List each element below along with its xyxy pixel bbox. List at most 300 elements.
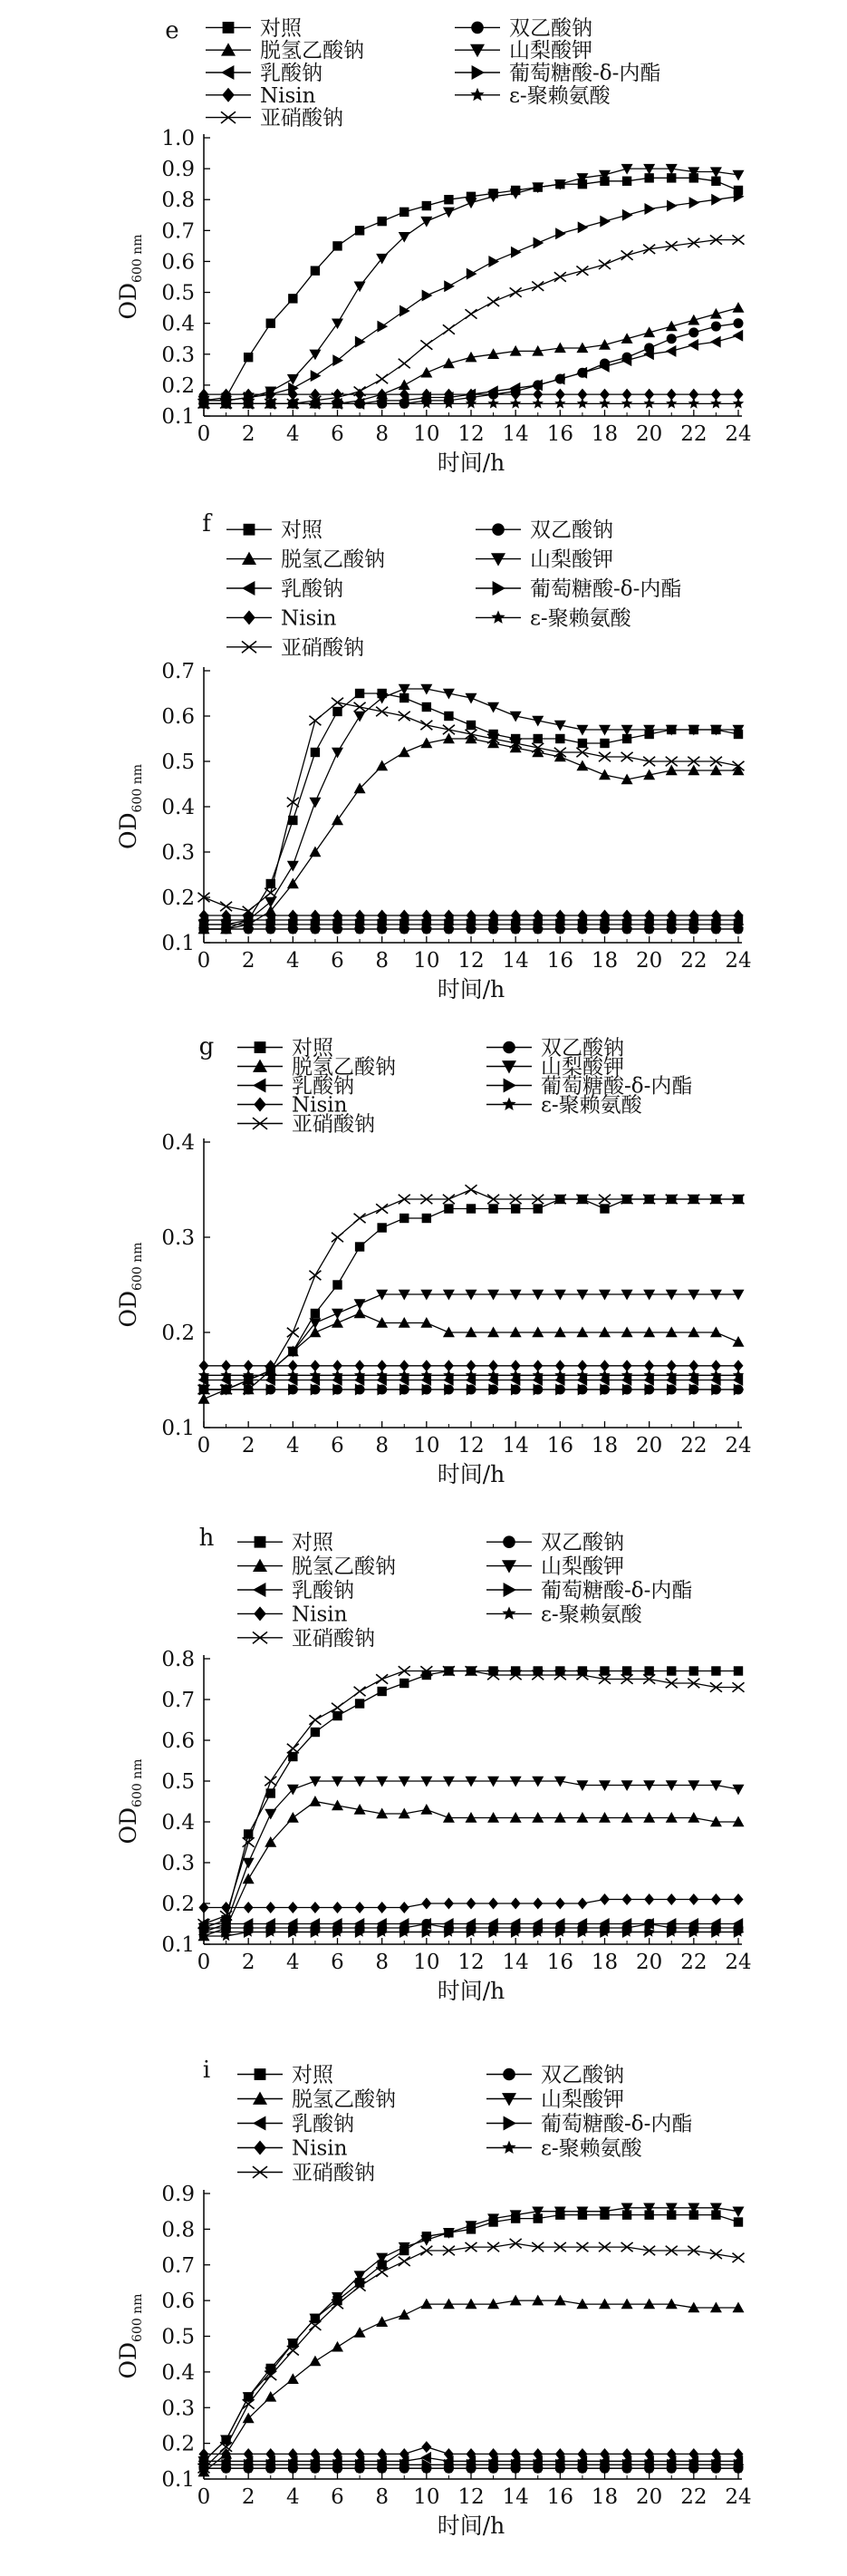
data-point bbox=[444, 1204, 453, 1213]
y-tick-label: 0.3 bbox=[161, 2397, 195, 2421]
data-point bbox=[466, 1185, 477, 1194]
data-point bbox=[309, 798, 321, 809]
series-sorbate bbox=[198, 164, 745, 407]
legend-label: 葡萄糖酸-δ-内酯 bbox=[530, 577, 682, 601]
data-point bbox=[666, 398, 677, 409]
data-point bbox=[511, 247, 522, 258]
data-point bbox=[288, 294, 297, 303]
y-tick-label: 0.4 bbox=[161, 2360, 195, 2385]
x-tick-label: 4 bbox=[286, 1434, 300, 1457]
data-point bbox=[420, 217, 432, 228]
data-point bbox=[265, 1902, 275, 1913]
legend-marker bbox=[502, 1060, 516, 1073]
data-point bbox=[599, 770, 611, 780]
data-point bbox=[733, 302, 745, 313]
data-point bbox=[643, 164, 655, 175]
legend-label: 双乙酸钠 bbox=[541, 2063, 624, 2087]
data-point bbox=[644, 173, 653, 182]
data-point bbox=[599, 2299, 611, 2310]
x-tick-label: 24 bbox=[725, 2485, 752, 2509]
y-tick-label: 0.6 bbox=[161, 705, 195, 729]
legend-marker bbox=[491, 610, 505, 624]
data-point bbox=[532, 282, 544, 291]
legend-marker bbox=[253, 2092, 267, 2105]
data-point bbox=[287, 1744, 299, 1753]
series-dha bbox=[198, 1796, 745, 1941]
legend-label: 乳酸钠 bbox=[281, 577, 343, 601]
data-point bbox=[422, 702, 431, 712]
x-tick-label: 4 bbox=[286, 1951, 300, 1974]
data-point bbox=[466, 309, 477, 318]
data-point bbox=[555, 1898, 565, 1910]
data-point bbox=[733, 1893, 743, 1905]
x-tick-label: 6 bbox=[331, 422, 344, 446]
data-point bbox=[309, 1271, 321, 1280]
y-tick-label: 0.3 bbox=[161, 1226, 195, 1250]
x-tick-label: 0 bbox=[197, 949, 211, 973]
data-point bbox=[710, 398, 721, 409]
data-point bbox=[444, 195, 453, 204]
legend-label: ε-聚赖氨酸 bbox=[541, 1603, 642, 1627]
data-point bbox=[420, 2299, 432, 2310]
legend-label: 葡萄糖酸-δ-内酯 bbox=[541, 1579, 693, 1603]
data-point bbox=[311, 1728, 320, 1737]
data-point bbox=[599, 260, 611, 269]
data-point bbox=[666, 345, 677, 357]
legend-marker bbox=[221, 65, 234, 80]
legend-label: 脱氢乙酸钠 bbox=[292, 2087, 396, 2112]
legend-item-control bbox=[226, 518, 323, 542]
x-tick-label: 8 bbox=[375, 2485, 389, 2509]
data-point bbox=[622, 209, 633, 221]
data-point bbox=[421, 1898, 431, 1910]
legend-item-lactate bbox=[237, 1579, 354, 1603]
data-point bbox=[332, 1309, 343, 1320]
x-tick-label: 12 bbox=[457, 2485, 485, 2509]
data-point bbox=[734, 2217, 743, 2226]
data-point bbox=[689, 197, 700, 208]
y-axis-label: $OD_{600 nm}$ bbox=[115, 2293, 145, 2379]
legend-label: 乳酸钠 bbox=[292, 2112, 354, 2136]
legend-label: Nisin bbox=[292, 2136, 348, 2161]
data-point bbox=[488, 1204, 497, 1213]
data-point bbox=[355, 336, 366, 348]
x-axis-label: 时间/h bbox=[437, 450, 505, 476]
x-tick-label: 14 bbox=[502, 422, 529, 446]
legend-item-dha bbox=[226, 548, 385, 572]
data-point bbox=[376, 707, 388, 716]
data-point bbox=[266, 318, 275, 327]
legend-label: 亚硝酸钠 bbox=[260, 106, 343, 131]
x-tick-label: 4 bbox=[286, 2485, 300, 2509]
data-point bbox=[466, 198, 477, 208]
x-tick-label: 4 bbox=[286, 949, 300, 973]
legend-label: ε-聚赖氨酸 bbox=[541, 2136, 642, 2161]
legend-item-nisin bbox=[226, 606, 337, 630]
data-point bbox=[578, 221, 589, 233]
legend-marker bbox=[254, 1606, 266, 1621]
x-tick-label: 14 bbox=[502, 2485, 529, 2509]
x-tick-label: 0 bbox=[197, 2485, 211, 2509]
data-point bbox=[399, 359, 410, 368]
legend-label: 双乙酸钠 bbox=[530, 518, 613, 543]
data-point bbox=[444, 1898, 454, 1910]
legend-marker bbox=[492, 523, 505, 536]
y-tick-label: 1.0 bbox=[161, 127, 195, 150]
data-point bbox=[399, 2309, 410, 2319]
data-point bbox=[487, 297, 499, 306]
data-point bbox=[600, 739, 609, 748]
data-point bbox=[644, 1893, 654, 1905]
series-sorbate bbox=[198, 2203, 745, 2467]
data-point bbox=[533, 1898, 543, 1910]
data-point bbox=[643, 2299, 655, 2310]
data-point bbox=[600, 1666, 609, 1675]
data-point bbox=[309, 716, 321, 725]
legend-marker bbox=[254, 2141, 266, 2155]
data-point bbox=[287, 878, 299, 889]
legend-item-gdl bbox=[486, 1579, 692, 1603]
data-point bbox=[243, 1837, 255, 1846]
y-tick-label: 0.5 bbox=[161, 2325, 195, 2349]
data-point bbox=[578, 739, 587, 748]
legend-label: 乳酸钠 bbox=[292, 1074, 354, 1099]
series-nisin bbox=[198, 1893, 743, 1913]
data-point bbox=[309, 2356, 321, 2367]
data-point bbox=[667, 334, 677, 344]
x-tick-label: 24 bbox=[725, 949, 752, 973]
legend-label: Nisin bbox=[260, 83, 316, 108]
legend-item-diacetate bbox=[476, 518, 613, 542]
legend-label: ε-聚赖氨酸 bbox=[530, 606, 631, 631]
x-tick-label: 16 bbox=[546, 2485, 573, 2509]
data-point bbox=[332, 2341, 343, 2352]
legend-item-polylysine bbox=[455, 84, 611, 108]
data-point bbox=[332, 1233, 343, 1242]
legend-label: 对照 bbox=[292, 1531, 333, 1555]
x-axis-label: 时间/h bbox=[437, 1461, 505, 1487]
data-point bbox=[420, 367, 432, 378]
x-tick-label: 16 bbox=[546, 1434, 573, 1457]
panel-label: g bbox=[198, 1033, 215, 1060]
legend-item-polylysine bbox=[486, 1603, 643, 1626]
x-tick-label: 2 bbox=[241, 1434, 255, 1457]
data-point bbox=[332, 1280, 342, 1289]
x-axis-label: 时间/h bbox=[437, 976, 505, 1002]
y-tick-label: 0.2 bbox=[161, 373, 195, 398]
y-tick-label: 0.7 bbox=[161, 660, 195, 683]
data-point bbox=[600, 216, 611, 228]
data-point bbox=[355, 226, 364, 235]
data-point bbox=[600, 1893, 610, 1905]
data-point bbox=[667, 173, 676, 182]
series-line bbox=[204, 2208, 738, 2462]
data-point bbox=[311, 266, 320, 275]
legend-label: 对照 bbox=[292, 1036, 333, 1060]
legend-item-control bbox=[237, 2064, 334, 2087]
legend-item-polylysine bbox=[486, 2137, 643, 2161]
x-tick-label: 2 bbox=[241, 949, 255, 973]
y-tick-label: 0.1 bbox=[161, 1417, 195, 1440]
data-point bbox=[399, 712, 410, 721]
legend-item-gdl bbox=[486, 2113, 692, 2136]
data-point bbox=[311, 370, 322, 382]
y-tick-label: 0.9 bbox=[161, 2183, 195, 2206]
legend-label: 脱氢乙酸钠 bbox=[260, 39, 364, 63]
data-point bbox=[733, 398, 744, 409]
data-point bbox=[354, 1299, 366, 1310]
legend-label: 双乙酸钠 bbox=[541, 1036, 624, 1060]
legend-marker bbox=[503, 2068, 515, 2081]
y-tick-label: 0.2 bbox=[161, 886, 195, 910]
data-point bbox=[377, 217, 386, 226]
legend-item-nitrite bbox=[237, 2162, 375, 2185]
x-tick-label: 18 bbox=[591, 1434, 619, 1457]
legend-marker bbox=[472, 65, 485, 80]
legend-marker bbox=[242, 581, 255, 596]
data-point bbox=[422, 1214, 431, 1223]
series-line bbox=[204, 2243, 738, 2468]
series-sorbate bbox=[198, 1777, 745, 1938]
x-tick-label: 24 bbox=[725, 422, 752, 446]
data-point bbox=[332, 318, 343, 329]
legend-item-polylysine bbox=[486, 1094, 643, 1118]
data-point bbox=[443, 324, 455, 334]
data-point bbox=[710, 2250, 722, 2259]
data-point bbox=[376, 1674, 388, 1683]
data-point bbox=[688, 398, 699, 409]
legend-marker bbox=[222, 88, 235, 102]
x-tick-label: 22 bbox=[680, 422, 707, 446]
data-point bbox=[688, 327, 698, 337]
x-tick-label: 10 bbox=[413, 949, 440, 973]
chart-panel-e bbox=[115, 16, 752, 476]
data-point bbox=[444, 280, 455, 292]
x-tick-label: 12 bbox=[457, 1434, 485, 1457]
x-axis-label: 时间/h bbox=[437, 1978, 505, 2004]
y-tick-label: 0.2 bbox=[161, 1322, 195, 1345]
data-point bbox=[534, 237, 544, 248]
data-point bbox=[355, 1242, 364, 1251]
x-tick-label: 0 bbox=[197, 1951, 211, 1974]
x-tick-label: 2 bbox=[241, 1951, 255, 1974]
legend-marker bbox=[244, 524, 255, 536]
legend-item-nisin bbox=[237, 1603, 348, 1626]
panel-label: e bbox=[165, 17, 179, 44]
data-point bbox=[309, 1318, 321, 1329]
data-point bbox=[355, 689, 364, 698]
data-point bbox=[376, 1204, 388, 1213]
data-point bbox=[332, 1711, 342, 1720]
legend-item-dha bbox=[237, 2088, 396, 2112]
data-point bbox=[534, 1204, 543, 1213]
legend-item-lactate bbox=[237, 2113, 354, 2136]
data-point bbox=[287, 2373, 299, 2384]
data-point bbox=[355, 1699, 364, 1708]
x-tick-label: 20 bbox=[636, 1434, 663, 1457]
data-point bbox=[399, 305, 410, 317]
data-point bbox=[510, 287, 522, 296]
legend-marker bbox=[255, 1536, 266, 1548]
data-point bbox=[332, 698, 343, 707]
x-tick-label: 0 bbox=[197, 1434, 211, 1457]
data-point bbox=[311, 748, 320, 757]
data-point bbox=[309, 1796, 321, 1806]
data-point bbox=[399, 379, 410, 390]
legend-item-polylysine bbox=[476, 606, 632, 630]
legend-marker bbox=[253, 1583, 265, 1597]
data-point bbox=[399, 747, 410, 758]
series-line bbox=[204, 1781, 738, 1932]
data-point bbox=[354, 282, 366, 293]
data-point bbox=[243, 1858, 255, 1869]
data-point bbox=[733, 2253, 745, 2262]
x-tick-label: 16 bbox=[546, 1951, 573, 1974]
series-nitrite bbox=[198, 2239, 745, 2473]
data-point bbox=[510, 2239, 522, 2248]
legend-label: 山梨酸钾 bbox=[530, 547, 613, 572]
data-point bbox=[667, 1666, 676, 1675]
legend-marker bbox=[504, 1583, 516, 1597]
data-point bbox=[422, 289, 433, 301]
legend-marker bbox=[502, 1560, 516, 1573]
y-tick-label: 0.7 bbox=[161, 1689, 195, 1712]
data-point bbox=[466, 2299, 477, 2310]
legend-marker bbox=[502, 2093, 516, 2106]
data-point bbox=[354, 1214, 366, 1223]
legend-item-dha bbox=[206, 39, 364, 63]
data-point bbox=[621, 398, 632, 409]
series-line bbox=[204, 197, 738, 401]
data-point bbox=[487, 702, 499, 713]
legend-label: 亚硝酸钠 bbox=[281, 635, 364, 660]
data-point bbox=[420, 1804, 432, 1815]
legend-item-gdl bbox=[455, 62, 660, 85]
x-tick-label: 8 bbox=[375, 1951, 389, 1974]
y-tick-label: 0.5 bbox=[161, 751, 195, 774]
legend-marker bbox=[221, 43, 236, 55]
y-tick-label: 0.7 bbox=[161, 2253, 195, 2278]
x-tick-label: 14 bbox=[502, 1951, 529, 1974]
legend-marker bbox=[470, 88, 484, 102]
x-tick-label: 2 bbox=[241, 2485, 255, 2509]
x-tick-label: 6 bbox=[331, 949, 344, 973]
data-point bbox=[287, 1812, 299, 1823]
legend-item-diacetate bbox=[486, 1531, 624, 1554]
x-tick-label: 10 bbox=[413, 1434, 440, 1457]
x-tick-label: 6 bbox=[331, 2485, 344, 2509]
x-tick-label: 24 bbox=[725, 1951, 752, 1974]
x-tick-label: 4 bbox=[286, 422, 300, 446]
y-tick-label: 0.9 bbox=[161, 158, 195, 182]
data-point bbox=[399, 2257, 410, 2266]
data-point bbox=[622, 1666, 631, 1675]
x-tick-label: 14 bbox=[502, 949, 529, 973]
data-point bbox=[355, 1902, 365, 1913]
legend-label: 乳酸钠 bbox=[292, 1579, 354, 1603]
data-point bbox=[332, 748, 343, 759]
x-tick-label: 6 bbox=[331, 1951, 344, 1974]
data-point bbox=[354, 702, 366, 712]
x-tick-label: 12 bbox=[457, 949, 485, 973]
data-point bbox=[666, 2299, 678, 2310]
y-tick-label: 0.4 bbox=[161, 1131, 195, 1155]
data-point bbox=[332, 241, 342, 250]
legend-label: 葡萄糖酸-δ-内酯 bbox=[541, 1074, 693, 1099]
legend-marker bbox=[491, 553, 505, 566]
data-point bbox=[689, 1666, 698, 1675]
legend-item-dha bbox=[237, 1555, 396, 1579]
legend-marker bbox=[255, 2068, 266, 2080]
y-tick-label: 0.4 bbox=[161, 312, 195, 336]
data-point bbox=[688, 339, 698, 351]
data-point bbox=[711, 1666, 720, 1675]
legend-label: 亚硝酸钠 bbox=[292, 2161, 375, 2185]
series-line bbox=[204, 2215, 738, 2462]
data-point bbox=[265, 888, 276, 897]
legend-label: 山梨酸钾 bbox=[509, 39, 592, 63]
y-tick-label: 0.5 bbox=[161, 281, 195, 305]
y-tick-label: 0.1 bbox=[161, 932, 195, 955]
data-point bbox=[576, 760, 588, 771]
legend-item-sorbate bbox=[486, 2088, 624, 2112]
legend-label: 亚硝酸钠 bbox=[292, 1112, 375, 1137]
series-gdl bbox=[199, 190, 745, 406]
legend-marker bbox=[243, 610, 255, 625]
legend-marker bbox=[253, 2116, 265, 2131]
legend-label: 葡萄糖酸-δ-内酯 bbox=[509, 62, 661, 85]
y-tick-label: 0.3 bbox=[161, 1852, 195, 1875]
x-axis-label: 时间/h bbox=[437, 2513, 505, 2539]
x-tick-label: 18 bbox=[591, 949, 619, 973]
data-point bbox=[466, 1898, 476, 1910]
x-tick-label: 22 bbox=[680, 2485, 707, 2509]
data-point bbox=[488, 256, 499, 267]
data-point bbox=[376, 693, 388, 704]
series-nitrite bbox=[198, 698, 745, 915]
chart-panel-i bbox=[115, 2057, 752, 2539]
legend-label: 脱氢乙酸钠 bbox=[292, 1554, 396, 1579]
data-point bbox=[733, 1336, 745, 1347]
y-tick-label: 0.1 bbox=[161, 1933, 195, 1957]
legend-item-sorbate bbox=[476, 548, 613, 572]
data-point bbox=[466, 693, 477, 704]
legend-marker bbox=[503, 1041, 515, 1054]
x-tick-label: 10 bbox=[413, 422, 440, 446]
data-point bbox=[554, 272, 566, 281]
data-point bbox=[354, 2327, 366, 2338]
data-point bbox=[377, 1223, 386, 1232]
data-point bbox=[354, 712, 366, 722]
x-tick-label: 2 bbox=[241, 422, 255, 446]
data-point bbox=[309, 1715, 321, 1724]
y-tick-label: 0.6 bbox=[161, 1729, 195, 1753]
x-tick-label: 14 bbox=[502, 1434, 529, 1457]
data-point bbox=[534, 734, 543, 743]
legend-marker bbox=[255, 1041, 266, 1053]
legend-marker bbox=[253, 1060, 267, 1072]
y-tick-label: 0.5 bbox=[161, 1770, 195, 1794]
legend-label: Nisin bbox=[281, 606, 337, 631]
x-tick-label: 8 bbox=[375, 422, 389, 446]
legend-label: 乳酸钠 bbox=[260, 62, 322, 85]
x-tick-label: 18 bbox=[591, 422, 619, 446]
series-line bbox=[204, 739, 738, 929]
y-tick-label: 0.6 bbox=[161, 250, 195, 275]
data-point bbox=[621, 250, 633, 259]
legend-marker bbox=[504, 2116, 516, 2131]
y-axis-label: $OD_{600 nm}$ bbox=[115, 763, 145, 850]
